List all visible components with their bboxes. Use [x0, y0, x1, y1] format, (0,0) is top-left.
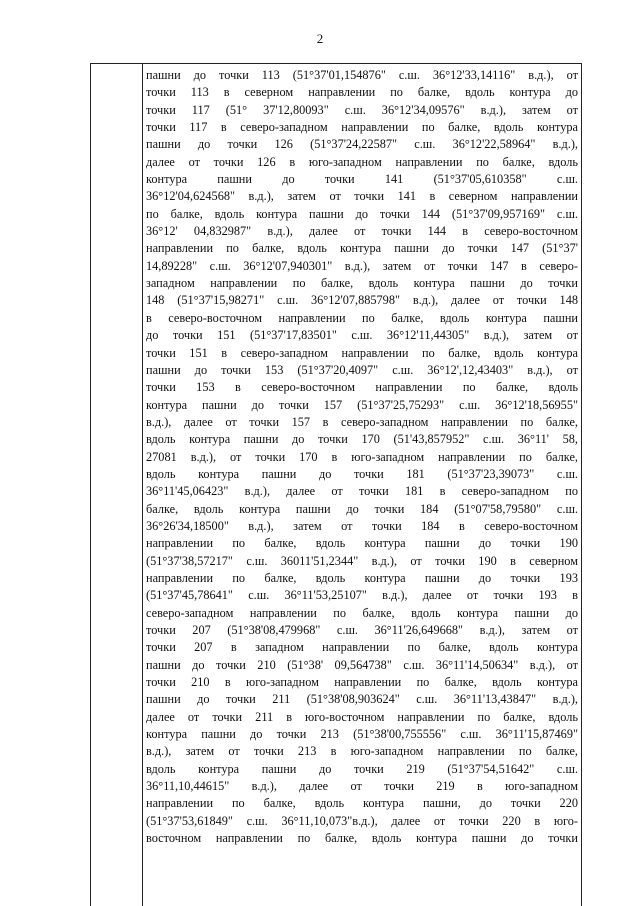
text-line: пашни до точки 211 (51°38'08,903624" с.ш. 36°11'13,43847" в.д.), — [146, 692, 578, 707]
text-line: контура пашни до точки 157 (51°37'25,75293" с.ш. 36°12'18,56955" — [146, 397, 578, 412]
text-line: точки 117 (51° 37'12,80093" с.ш. 36°12'34,09576" в.д.), затем от — [146, 102, 578, 117]
text-line: направлении по балке, вдоль контура пашни, до точки 220 — [146, 796, 578, 811]
text-line: вдоль контура пашни до точки 219 (51°37'54,51642" с.ш. — [146, 761, 578, 776]
page-number: 2 — [316, 31, 324, 46]
text-line: северо-западном направлении по балке, вдоль контура пашни до — [146, 605, 578, 620]
text-line: далее от точки 211 в юго-восточном направлении по балке, вдоль — [146, 709, 578, 724]
text-line: балке, вдоль контура пашни до точки 184 (51°07'58,79580" с.ш. — [146, 501, 578, 516]
text-line: в.д.), далее от точки 157 в северо-западном направлении по балке, — [146, 414, 578, 429]
text-line: пашни до точки 153 (51°37'20,4097" с.ш. 36°12',12,43403" в.д.), от — [146, 362, 578, 377]
text-line: точки 117 в северо-западном направлении по балке, вдоль контура — [146, 120, 578, 135]
text-line: вдоль контура пашни до точки 170 (51'43,857952" с.ш. 36°11' 58, — [146, 432, 578, 447]
text-line: восточном направлении по балке, вдоль контура пашни до точки — [146, 831, 578, 846]
text-line: точки 210 в юго-западном направлении по балке, вдоль контура — [146, 675, 578, 690]
text-line: (51°37'53,61849" с.ш. 36°11,10,073"в.д.), далее от точки 220 в юго- — [146, 813, 578, 828]
text-line: 36°26'34,18500" в.д.), затем от точки 184 в северо-восточном — [146, 518, 578, 533]
text-line: направлении по балке, вдоль контура пашни до точки 147 (51°37' — [146, 241, 578, 256]
text-line: (51°37'45,78641" с.ш. 36°11'53,25107" в.д.), далее от точки 193 в — [146, 588, 578, 603]
text-line: точки 113 в северном направлении по балке, вдоль контура до — [146, 85, 578, 100]
document-table — [90, 63, 582, 906]
text-line: точки 207 в западном направлении по балке, вдоль контура — [146, 640, 578, 655]
column-divider — [142, 64, 143, 906]
text-line: западном направлении по балке, вдоль контура пашни до точки — [146, 276, 578, 291]
text-line: (51°37'38,57217" с.ш. 36011'51,2344" в.д.), от точки 190 в северном — [146, 553, 578, 568]
text-line: пашни до точки 210 (51°38' 09,564738" с.ш. 36°11'14,50634" в.д.), от — [146, 657, 578, 672]
text-line: 14,89228" с.ш. 36°12'07,940301" в.д.), затем от точки 147 в северо- — [146, 258, 578, 273]
text-line: в северо-восточном направлении по балке, вдоль контура пашни — [146, 310, 578, 325]
text-line: 36°11'45,06423" в.д.), далее от точки 181 в северо-западном по — [146, 484, 578, 499]
text-line: по балке, вдоль контура пашни до точки 144 (51°37'09,957169" с.ш. — [146, 206, 578, 221]
text-line: 148 (51°37'15,98271" с.ш. 36°12'07,885798" в.д.), далее от точки 148 — [146, 293, 578, 308]
text-line: направлении по балке, вдоль контура пашни до точки 190 — [146, 536, 578, 551]
text-line: 36°12' 04,832987" в.д.), далее от точки 144 в северо-восточном — [146, 224, 578, 239]
text-line: контура пашни до точки 141 (51°37'05,610358" с.ш. — [146, 172, 578, 187]
text-line: пашни до точки 113 (51°37'01,154876" с.ш. 36°12'33,14116" в.д.), от — [146, 68, 578, 82]
document-text-cell — [146, 67, 578, 847]
text-line: направлении по балке, вдоль контура пашни до точки 193 — [146, 570, 578, 585]
text-line: точки 151 в северо-западном направлении по балке, вдоль контура — [146, 345, 578, 360]
text-line: 36°11,10,44615" в.д.), далее от точки 219 в юго-западном — [146, 779, 578, 794]
text-line: точки 153 в северо-восточном направлении по балке, вдоль — [146, 380, 578, 395]
text-line: до точки 151 (51°37'17,83501" с.ш. 36°12'11,44305" в.д.), затем от — [146, 328, 578, 343]
text-line: далее от точки 126 в юго-западном направлении по балке, вдоль — [146, 154, 578, 169]
text-line: вдоль контура пашни до точки 181 (51°37'23,39073" с.ш. — [146, 466, 578, 481]
text-line: точки 207 (51°38'08,479968" с.ш. 36°11'26,649668" в.д.), затем от — [146, 623, 578, 637]
text-line: в.д.), затем от точки 213 в юго-западном направлении по балке, — [146, 744, 578, 759]
text-line: 36°12'04,624568" в.д.), затем от точки 141 в северном направлении — [146, 189, 578, 204]
text-line: 27081 в.д.), от точки 170 в юго-западном направлении по балке, — [146, 449, 578, 464]
text-line: контура пашни до точки 213 (51°38'00,755556" с.ш. 36°11'15,87469" — [146, 727, 578, 742]
text-line: пашни до точки 126 (51°37'24,22587" с.ш. 36°12'22,58964" в.д.), — [146, 137, 578, 152]
